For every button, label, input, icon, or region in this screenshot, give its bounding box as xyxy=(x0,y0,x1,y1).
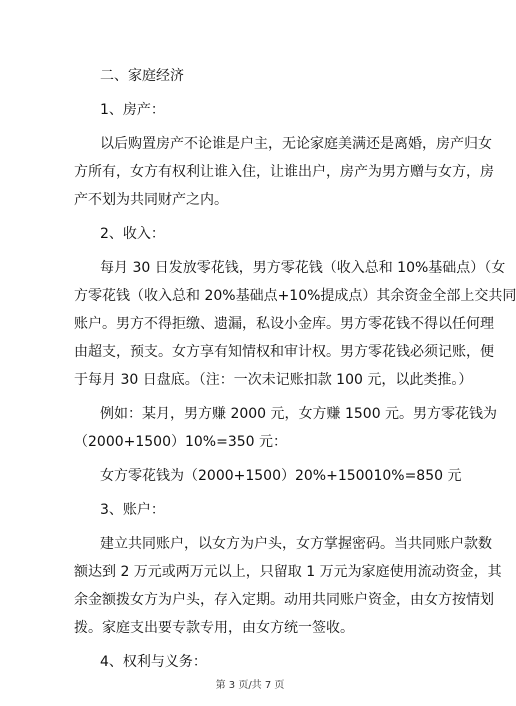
paragraph-line: 于每月 30 日盘底。（注：一次未记账扣款 100 元，以此类推。） xyxy=(74,372,473,388)
paragraph-line: 额达到 2 万元或两万元以上，只留取 1 万元为家庭使用流动资金，其 xyxy=(74,564,502,580)
page-number-footer: 第 3 页/共 7 页 xyxy=(215,680,285,691)
paragraph-line: 账户。男方不得拒缴、遗漏，私设小金库。男方零花钱不得以任何理 xyxy=(74,316,494,332)
item-heading-rights: 4、权利与义务： xyxy=(100,654,207,670)
paragraph-line: 拨。家庭支出要专款专用，由女方统一签收。 xyxy=(74,620,354,636)
paragraph-line: 由超支，预支。女方享有知情权和审计权。男方零花钱必须记账，便 xyxy=(74,344,494,360)
example-result-line: 女方零花钱为（2000+1500）20%+150010%=850 元 xyxy=(100,468,462,484)
paragraph-line: 余金额拨女方为户头，存入定期。动用共同账户资金，由女方按情划 xyxy=(74,592,494,608)
item-heading-account: 3、账户： xyxy=(100,502,165,518)
paragraph-line: 每月 30 日发放零花钱，男方零花钱（收入总和 10%基础点）（女 xyxy=(100,260,506,276)
section-heading: 二、家庭经济 xyxy=(100,68,184,84)
document-content xyxy=(74,62,516,676)
paragraph-line: 以后购置房产不论谁是户主，无论家庭美满还是离婚，房产归女 xyxy=(100,136,492,152)
item-heading-property: 1、房产： xyxy=(100,102,165,118)
paragraph-line: 方所有，女方有权利让谁入住，让谁出户，房产为男方赠与女方，房 xyxy=(74,164,494,180)
paragraph-line: 产不划为共同财产之内。 xyxy=(74,192,228,208)
paragraph-line: 方零花钱（收入总和 20%基础点+10%提成点）其余资金全部上交共同 xyxy=(74,288,516,304)
paragraph-line: 建立共同账户，以女方为户头，女方掌握密码。当共同账户款数 xyxy=(100,536,492,552)
example-line: 例如：某月，男方赚 2000 元，女方赚 1500 元。男方零花钱为 xyxy=(100,406,498,422)
item-heading-income: 2、收入： xyxy=(100,226,165,242)
example-line: （2000+1500）10%=350 元： xyxy=(74,434,288,450)
